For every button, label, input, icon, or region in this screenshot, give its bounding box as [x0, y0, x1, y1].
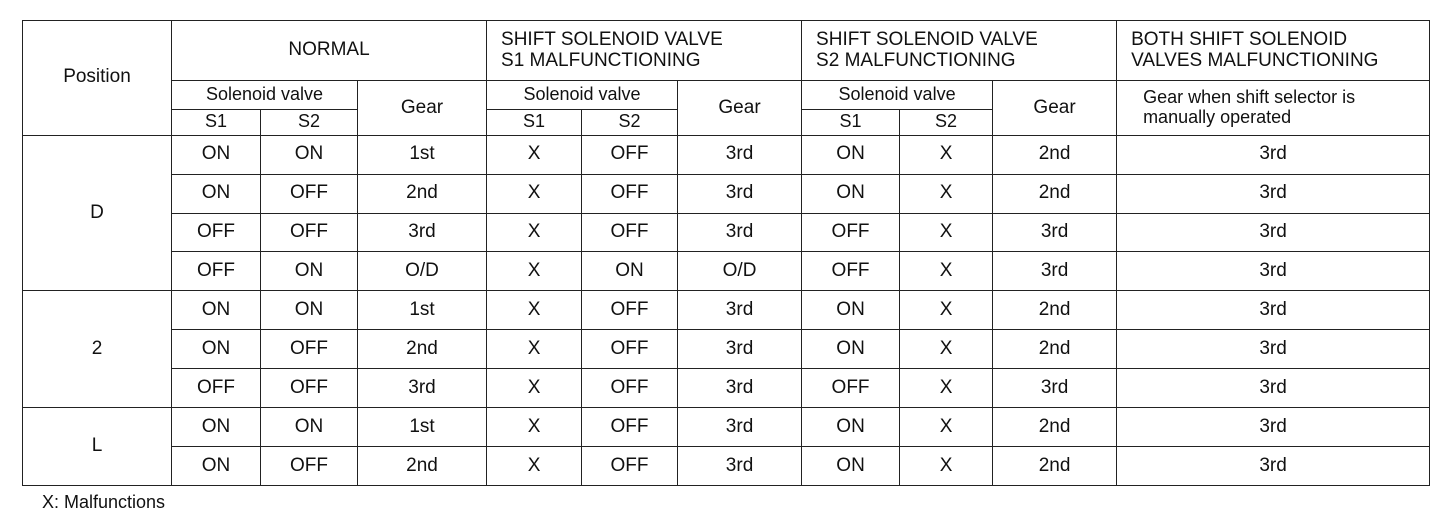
s1mal-gear-cell: 3rd [678, 291, 802, 330]
s1mal-s1-cell: X [487, 135, 582, 174]
s2-malfunction-line1: SHIFT SOLENOID VALVE [816, 28, 1038, 50]
s2mal-s1-cell: ON [802, 174, 900, 213]
manual-gear-cell: 3rd [1117, 446, 1430, 485]
s2-solenoid-valve-header: Solenoid valve [802, 81, 993, 110]
s2mal-s1-cell: OFF [802, 213, 900, 252]
s1-malfunction-line1: SHIFT SOLENOID VALVE [501, 28, 723, 50]
table-row [23, 174, 1430, 213]
s2mal-s2-cell: X [900, 252, 993, 291]
normal-s2-cell: OFF [261, 330, 358, 369]
normal-s2-cell: ON [261, 252, 358, 291]
s2mal-s1-cell: ON [802, 408, 900, 447]
s1mal-gear-cell: O/D [678, 252, 802, 291]
s1mal-gear-cell: 3rd [678, 213, 802, 252]
normal-header: NORMAL [172, 21, 487, 81]
s1mal-s1-cell: X [487, 291, 582, 330]
s1mal-gear-cell: 3rd [678, 408, 802, 447]
position-cell: L [23, 408, 172, 486]
s1mal-s2-cell: OFF [582, 213, 678, 252]
s2-gear-header: Gear [993, 81, 1117, 135]
s2mal-gear-cell: 3rd [993, 252, 1117, 291]
s2mal-s1-header: S1 [802, 110, 900, 136]
table-row [23, 369, 1430, 408]
s1mal-gear-cell: 3rd [678, 135, 802, 174]
header-row-2 [23, 81, 1430, 110]
both-malfunction-line2: VALVES MALFUNCTIONING [1131, 49, 1379, 71]
manual-gear-cell: 3rd [1117, 135, 1430, 174]
manual-gear-cell: 3rd [1117, 174, 1430, 213]
table-row [23, 252, 1430, 291]
normal-gear-cell: 3rd [358, 213, 487, 252]
normal-s1-header: S1 [172, 110, 261, 136]
s1-malfunction-line2: S1 MALFUNCTIONING [501, 49, 701, 71]
normal-gear-cell: O/D [358, 252, 487, 291]
manual-gear-cell: 3rd [1117, 330, 1430, 369]
s1mal-s1-cell: X [487, 446, 582, 485]
solenoid-gear-table [22, 20, 1430, 486]
s2mal-s2-cell: X [900, 213, 993, 252]
s2mal-s2-cell: X [900, 408, 993, 447]
s2mal-s1-cell: ON [802, 330, 900, 369]
normal-s1-cell: ON [172, 446, 261, 485]
position-cell: D [23, 135, 172, 291]
s1-gear-header: Gear [678, 81, 802, 135]
s1mal-s2-cell: OFF [582, 369, 678, 408]
table-row [23, 291, 1430, 330]
footnote: X: Malfunctions [42, 492, 166, 512]
normal-s2-cell: ON [261, 135, 358, 174]
s2-malfunction-line2: S2 MALFUNCTIONING [816, 49, 1016, 71]
s2mal-s1-cell: ON [802, 446, 900, 485]
s2mal-gear-cell: 2nd [993, 174, 1117, 213]
normal-s1-cell: OFF [172, 369, 261, 408]
manual-gear-cell: 3rd [1117, 252, 1430, 291]
s1mal-s2-cell: OFF [582, 174, 678, 213]
table-row [23, 135, 1430, 174]
s2mal-gear-cell: 2nd [993, 291, 1117, 330]
normal-gear-cell: 2nd [358, 174, 487, 213]
normal-s2-cell: OFF [261, 213, 358, 252]
normal-s2-cell: OFF [261, 174, 358, 213]
manual-gear-line1: Gear when shift selector is [1143, 87, 1356, 108]
normal-gear-cell: 1st [358, 135, 487, 174]
manual-gear-line2: manually operated [1143, 107, 1292, 128]
normal-gear-header: Gear [358, 81, 487, 135]
s1mal-s2-cell: OFF [582, 446, 678, 485]
s2mal-s1-cell: ON [802, 135, 900, 174]
s1mal-gear-cell: 3rd [678, 174, 802, 213]
position-header: Position [23, 21, 172, 136]
s2mal-s2-cell: X [900, 174, 993, 213]
normal-s1-cell: OFF [172, 213, 261, 252]
s2mal-s2-cell: X [900, 291, 993, 330]
normal-gear-cell: 2nd [358, 330, 487, 369]
s1mal-s1-cell: X [487, 330, 582, 369]
normal-s1-cell: ON [172, 174, 261, 213]
manual-gear-cell: 3rd [1117, 213, 1430, 252]
table-row [23, 213, 1430, 252]
s2mal-s2-cell: X [900, 135, 993, 174]
s1mal-s2-header: S2 [582, 110, 678, 136]
normal-gear-cell: 2nd [358, 446, 487, 485]
s1mal-s2-cell: OFF [582, 291, 678, 330]
s2mal-s2-cell: X [900, 369, 993, 408]
manual-gear-cell: 3rd [1117, 291, 1430, 330]
header-row-1 [23, 21, 1430, 81]
normal-solenoid-valve-header: Solenoid valve [172, 81, 358, 110]
position-cell: 2 [23, 291, 172, 408]
s2mal-s1-cell: OFF [802, 369, 900, 408]
normal-s1-cell: ON [172, 135, 261, 174]
s1-solenoid-valve-header: Solenoid valve [487, 81, 678, 110]
s2-malfunction-header [802, 21, 1117, 81]
s2mal-s1-cell: OFF [802, 252, 900, 291]
s1mal-s1-cell: X [487, 408, 582, 447]
s1mal-s1-cell: X [487, 213, 582, 252]
s1mal-s1-cell: X [487, 174, 582, 213]
manual-gear-cell: 3rd [1117, 408, 1430, 447]
s1mal-s1-cell: X [487, 369, 582, 408]
s2mal-gear-cell: 2nd [993, 330, 1117, 369]
s2mal-s2-header: S2 [900, 110, 993, 136]
normal-gear-cell: 3rd [358, 369, 487, 408]
normal-s1-cell: ON [172, 330, 261, 369]
s2mal-gear-cell: 2nd [993, 446, 1117, 485]
normal-s1-cell: ON [172, 408, 261, 447]
table-row [23, 330, 1430, 369]
table-row [23, 408, 1430, 447]
s2mal-gear-cell: 2nd [993, 408, 1117, 447]
s2mal-gear-cell: 3rd [993, 213, 1117, 252]
normal-s2-cell: OFF [261, 369, 358, 408]
manual-gear-header [1117, 81, 1430, 135]
normal-s2-header: S2 [261, 110, 358, 136]
s1mal-gear-cell: 3rd [678, 446, 802, 485]
s2mal-gear-cell: 3rd [993, 369, 1117, 408]
s1-malfunction-header [487, 21, 802, 81]
normal-s1-cell: OFF [172, 252, 261, 291]
both-malfunction-line1: BOTH SHIFT SOLENOID [1131, 28, 1348, 50]
s1mal-s1-cell: X [487, 252, 582, 291]
normal-s2-cell: OFF [261, 446, 358, 485]
both-malfunction-header [1117, 21, 1430, 81]
manual-gear-cell: 3rd [1117, 369, 1430, 408]
s1mal-gear-cell: 3rd [678, 330, 802, 369]
normal-gear-cell: 1st [358, 291, 487, 330]
s1mal-gear-cell: 3rd [678, 369, 802, 408]
normal-s2-cell: ON [261, 291, 358, 330]
s2mal-gear-cell: 2nd [993, 135, 1117, 174]
table-body [23, 21, 1430, 486]
normal-s2-cell: ON [261, 408, 358, 447]
normal-s1-cell: ON [172, 291, 261, 330]
s2mal-s2-cell: X [900, 446, 993, 485]
s1mal-s2-cell: OFF [582, 408, 678, 447]
s2mal-s2-cell: X [900, 330, 993, 369]
s1mal-s2-cell: OFF [582, 330, 678, 369]
s2mal-s1-cell: ON [802, 291, 900, 330]
normal-gear-cell: 1st [358, 408, 487, 447]
s1mal-s2-cell: ON [582, 252, 678, 291]
s1mal-s2-cell: OFF [582, 135, 678, 174]
s1mal-s1-header: S1 [487, 110, 582, 136]
table-row [23, 446, 1430, 485]
